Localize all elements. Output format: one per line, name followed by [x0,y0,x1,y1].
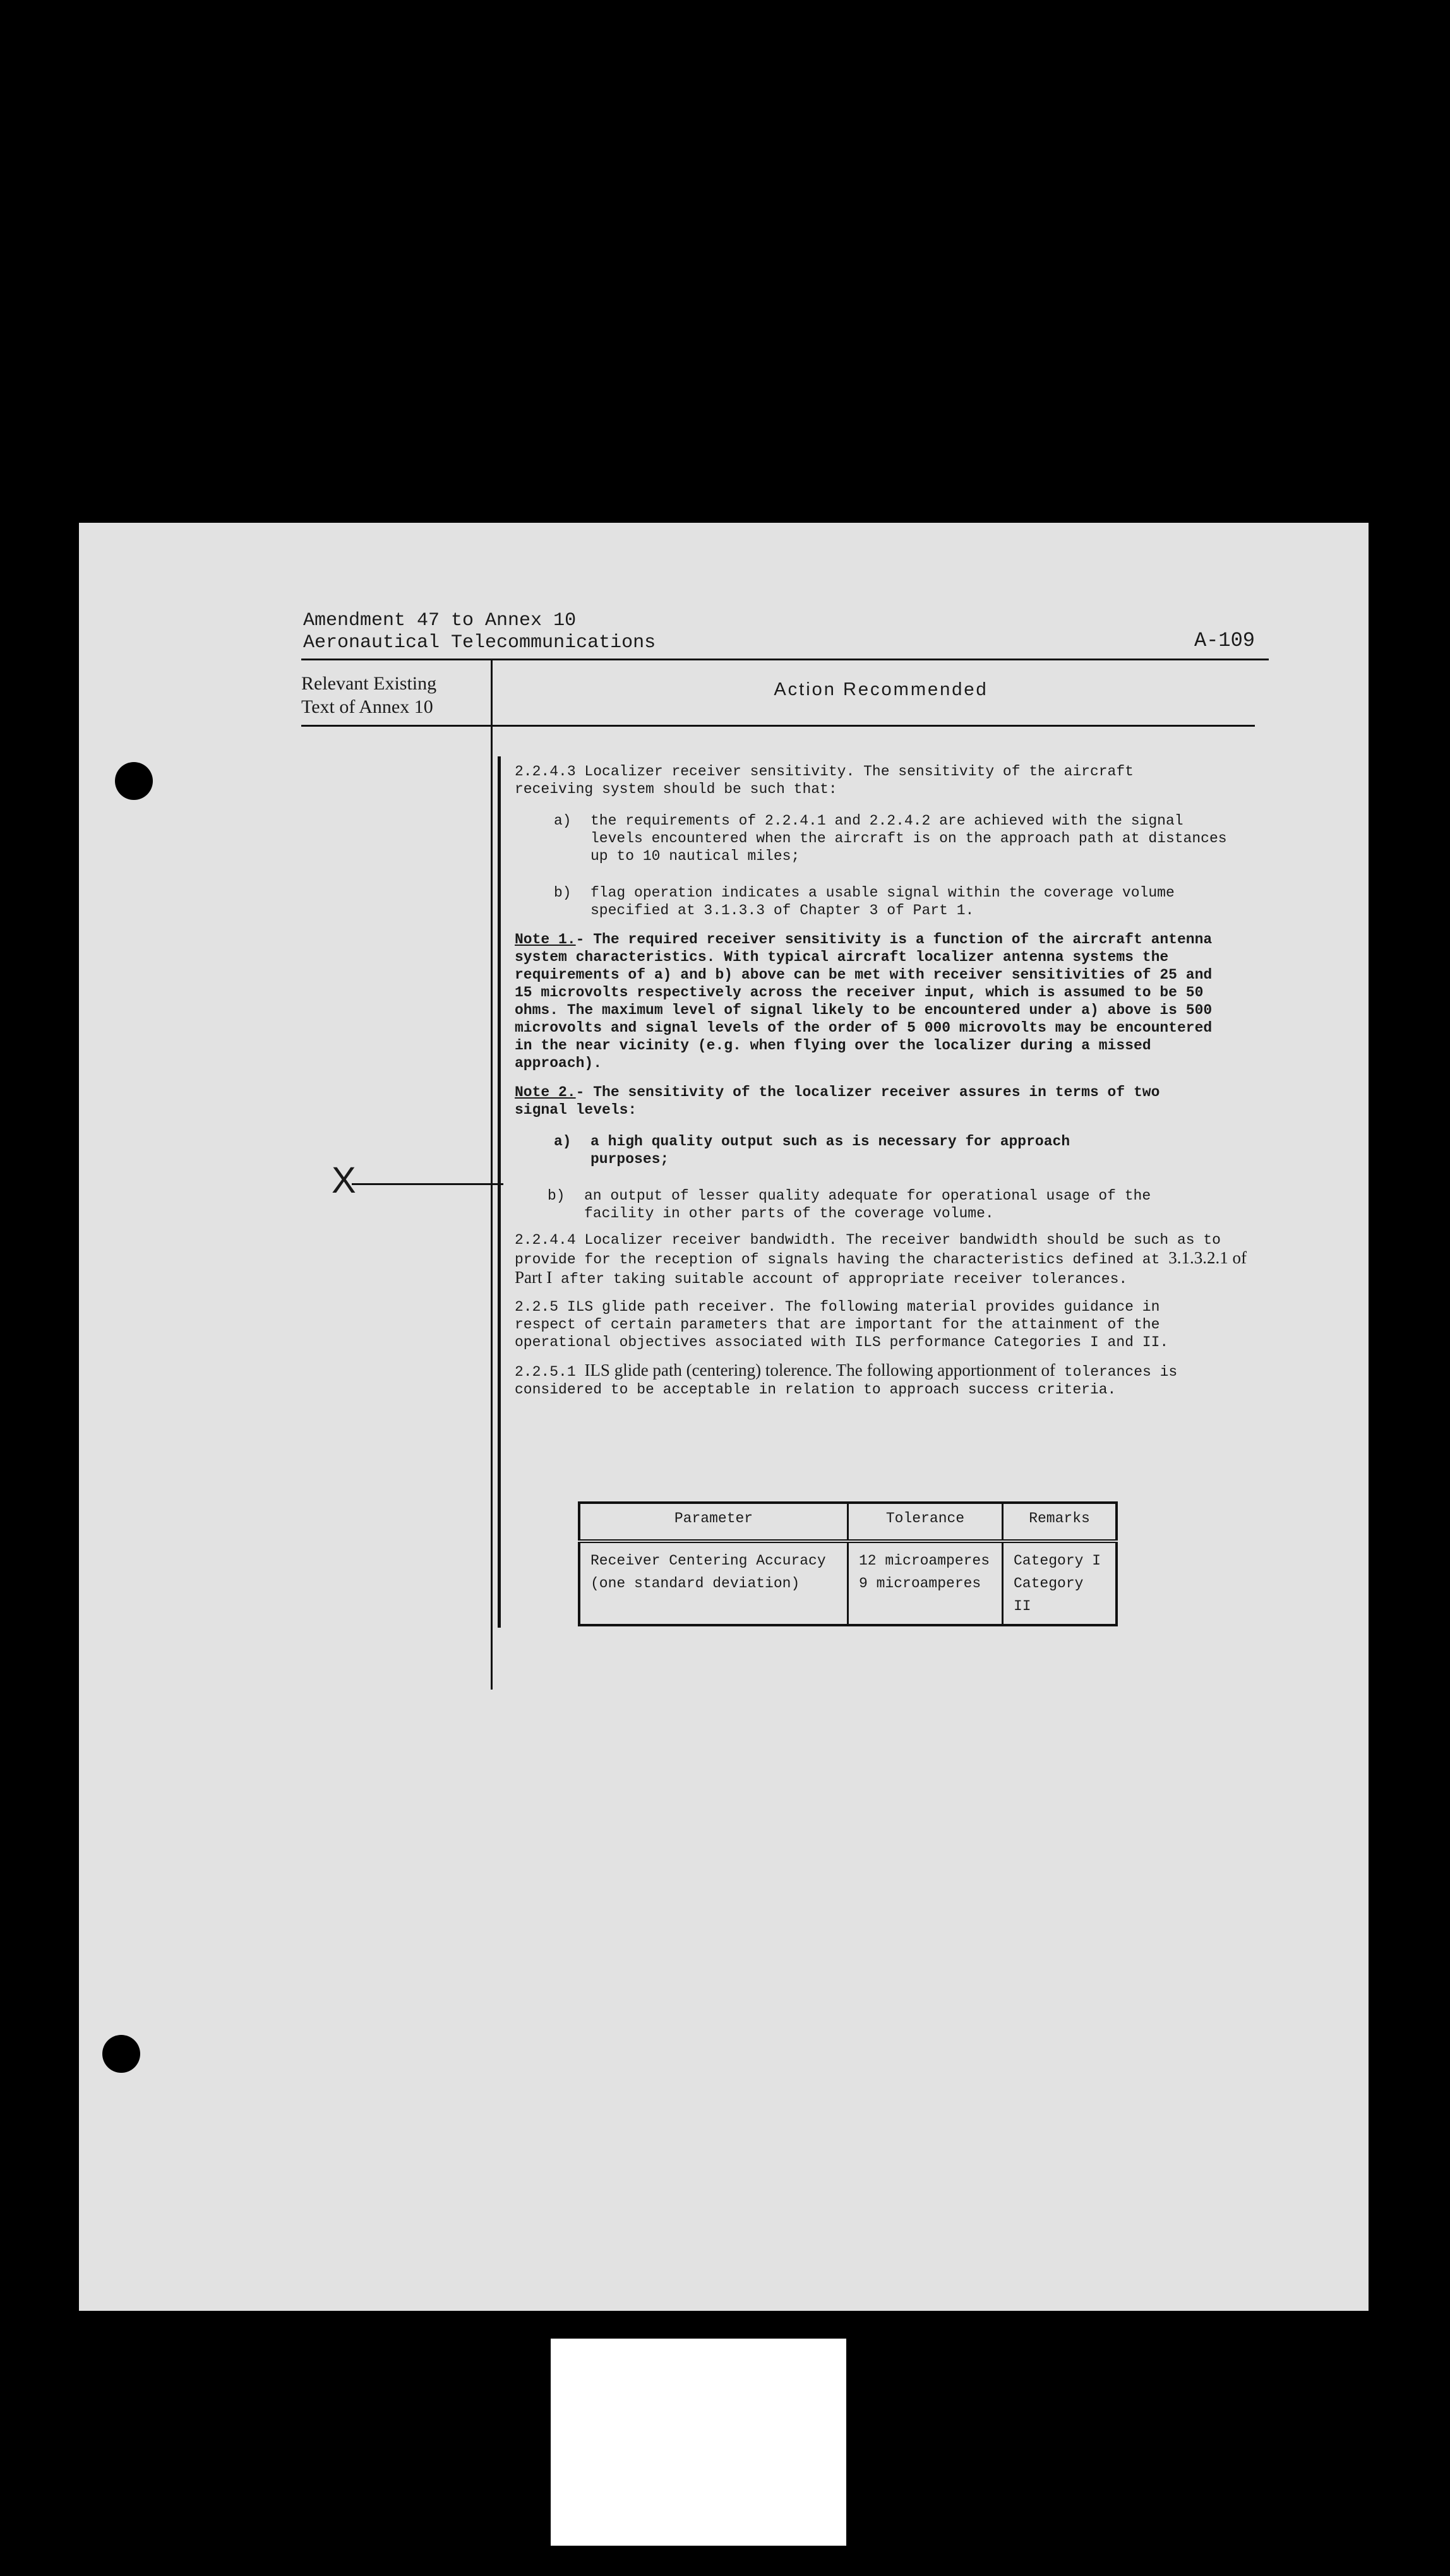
section-reference: 3.1.3.2.1 of Part I [515,1248,1247,1287]
tolerance-table [578,1501,1118,1626]
header-rule [301,659,1269,660]
list-item [554,884,1230,919]
table-cell-tolerance [848,1541,1003,1625]
item-label: b) [554,885,572,901]
column-divider [491,660,493,1690]
header-title: Aeronautical Telecommunications [303,632,656,653]
section-text: after taking suitable account of appropriate receiver tolerances. [552,1271,1128,1287]
cell-line: Category I [1014,1553,1101,1569]
table-cell-parameter [579,1541,848,1625]
item-text: an output of lesser quality adequate for operational usage of the facility in other parts of the coverage volume. [584,1188,1151,1222]
list-item [554,1133,1103,1168]
table-cell-remarks [1003,1541,1117,1625]
margin-mark-line [352,1183,503,1185]
column-header-right: Action Recommended [774,679,988,700]
cell-line: 9 microamperes [859,1575,981,1592]
table-header-row [579,1503,1117,1541]
section-225: 2.2.5 ILS glide path receiver. The following material provides guidance in respect of certain parameters that are important for the attainment of the operational objectives associated with ILS performance Categories I and II. [515,1299,1169,1351]
cell-line: Category II [1014,1575,1084,1614]
section-number: 2.2.5.1 [515,1364,576,1380]
header-amendment: Amendment 47 to Annex 10 [303,610,577,631]
item-label: a) [554,1133,572,1150]
column-header: Parameter [579,1503,848,1541]
table-row [579,1541,1117,1625]
punch-hole-top [115,762,153,800]
column-header: Remarks [1003,1503,1117,1541]
column-left-line1: Relevant Existing [301,673,437,694]
item-text: flag operation indicates a usable signal within the coverage volume specified at 3.1.3.3 of Chapter 3 of Part 1. [590,885,1175,919]
cell-line: (one standard deviation) [590,1575,800,1592]
note-text: - The required receiver sensitivity is a function of the aircraft antenna system characteristics. With typical aircraft localizer antenna systems the requirements of a) and b) above can be met with receiver sensitivities of 25 and 15 microvolts respectively across the receiver input, which is assumed to be 50 ohms. The maximum level of signal likely to be encountered under a) above is 500 microvolts and signal levels of the order of 5 000 microvolts may be encountered in the near vicinity (e.g. when flying over the localizer during a missed approach). [515,931,1213,1071]
cell-line: 12 microamperes [859,1553,990,1569]
column-left-line2: Text of Annex 10 [301,696,433,717]
column-header: Tolerance [848,1503,1003,1541]
note-label: Note 1. [515,931,576,948]
section-text: tolerances is considered to be acceptable in relation to approach success criteria. [515,1364,1178,1398]
note-2 [515,1083,1184,1119]
sidebar-bar [498,756,501,1628]
item-text: a high quality output such as is necessary for approach purposes; [590,1133,1070,1167]
section-title: ILS glide path (centering) tolerence. The following apportionment of [584,1361,1055,1380]
section-2244 [515,1231,1273,1288]
list-item [548,1187,1179,1222]
item-label: b) [548,1188,565,1204]
white-slip [551,2339,846,2546]
section-2243: 2.2.4.3 Localizer receiver sensitivity. The sensitivity of the aircraft receiving system should be such that: [515,763,1134,797]
column-header-left [301,672,465,719]
section-2251 [515,1361,1228,1398]
list-item [554,812,1230,865]
note-1 [515,931,1228,1072]
column-header-rule [301,725,1255,727]
document-header [303,610,656,654]
margin-x-mark: X [332,1160,356,1201]
document-body [515,763,1304,1398]
page-number: A-109 [1194,629,1255,652]
section-text: 2.2.4.4 Localizer receiver bandwidth. The receiver bandwidth should be such as to provide for the reception of signals having the characteristics defined at [515,1232,1221,1268]
punch-hole-bottom [102,2035,140,2073]
item-text: the requirements of 2.2.4.1 and 2.2.4.2 are achieved with the signal levels encountered when the aircraft is on the approach path at distances up to 10 nautical miles; [590,813,1227,864]
note-label: Note 2. [515,1084,576,1100]
cell-line: Receiver Centering Accuracy [590,1553,826,1569]
document-page [79,523,1369,2311]
note-text: - The sensitivity of the localizer receiver assures in terms of two signal levels: [515,1084,1160,1118]
item-label: a) [554,813,572,829]
